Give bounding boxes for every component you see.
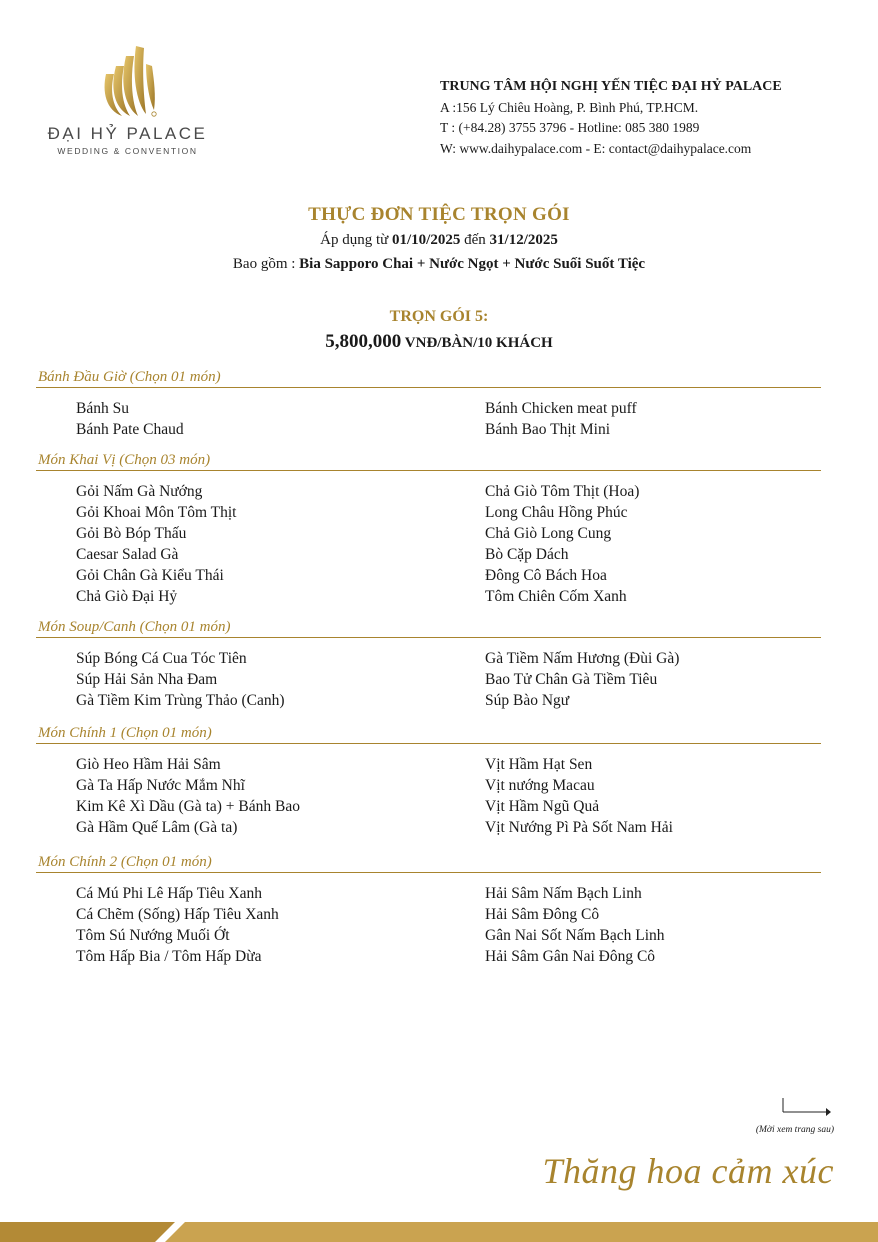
section-items [36, 471, 821, 611]
menu-item: Vịt Nướng Pì Pà Sốt Nam Hải [485, 819, 673, 836]
menu-item: Hải Sâm Gân Nai Đông Cô [485, 948, 656, 965]
menu-item: Súp Hải Sản Nha Đam [76, 671, 218, 688]
menu-item: Bò Cặp Dách [485, 546, 569, 563]
menu-item: Gỏi Nấm Gà Nướng [76, 483, 203, 500]
menu-item: Gỏi Bò Bóp Thấu [76, 525, 187, 542]
section-title: Món Khai Vị (Chọn 03 món) [36, 450, 821, 471]
menu-item: Gân Nai Sốt Nấm Bạch Linh [485, 927, 665, 944]
footer-decor-bar [0, 1222, 878, 1242]
menu-item: Vịt Hầm Hạt Sen [485, 756, 593, 773]
arrow-right-icon [782, 1096, 832, 1118]
menu-item: Giò Heo Hầm Hải Sâm [76, 756, 221, 773]
contact-block [440, 77, 782, 159]
section-title: Món Chính 2 (Chọn 01 món) [36, 852, 821, 873]
section-title: Món Chính 1 (Chọn 01 món) [36, 723, 821, 744]
section-items [36, 388, 821, 444]
company-name: TRUNG TÂM HỘI NGHỊ YẾN TIỆC ĐẠI HỶ PALACE [440, 79, 782, 94]
menu-item: Gà Tiềm Nấm Hương (Đùi Gà) [485, 650, 680, 667]
section-title: Món Soup/Canh (Chọn 01 món) [36, 617, 821, 638]
menu-item: Hải Sâm Nấm Bạch Linh [485, 885, 642, 902]
menu-item: Súp Bào Ngư [485, 692, 570, 709]
menu-item: Caesar Salad Gà [76, 546, 179, 563]
company-address: A :156 Lý Chiêu Hoàng, P. Bình Phú, TP.HCM. [440, 99, 699, 115]
menu-item: Súp Bóng Cá Cua Tóc Tiên [76, 650, 247, 667]
menu-item: Bánh Pate Chaud [76, 421, 184, 438]
menu-item: Tôm Chiên Cốm Xanh [485, 588, 627, 605]
brand-logo [40, 44, 215, 156]
menu-item: Gà Tiềm Kim Trùng Thảo (Canh) [76, 692, 285, 709]
menu-section [36, 450, 821, 611]
menu-item: Đông Cô Bách Hoa [485, 567, 607, 584]
menu-title: THỰC ĐƠN TIỆC TRỌN GÓI [308, 204, 570, 225]
menu-item: Gà Hầm Quế Lâm (Gà ta) [76, 819, 238, 836]
next-page-note: (Mời xem trang sau) [755, 1125, 834, 1135]
menu-item: Bánh Bao Thịt Mini [485, 421, 611, 438]
package-price [0, 331, 878, 353]
slogan: Thăng hoa cảm xúc [542, 1151, 834, 1191]
apply-prefix: Áp dụng từ [320, 232, 393, 248]
menu-item: Kim Kê Xì Dầu (Gà ta) + Bánh Bao [76, 798, 300, 815]
menu-item: Long Châu Hồng Phúc [485, 504, 628, 521]
brand-tagline: WEDDING & CONVENTION [57, 146, 198, 156]
menu-item: Gà Ta Hấp Nước Mắm Nhĩ [76, 777, 245, 794]
apply-mid: đến [460, 232, 490, 248]
menu-section [36, 617, 821, 715]
menu-item: Cá Mú Phi Lê Hấp Tiêu Xanh [76, 885, 262, 902]
menu-item: Tôm Hấp Bia / Tôm Hấp Dừa [76, 948, 262, 965]
date-to: 31/12/2025 [489, 232, 558, 248]
menu-item: Cá Chẽm (Sống) Hấp Tiêu Xanh [76, 906, 279, 923]
company-phone: T : (+84.28) 3755 3796 - Hotline: 085 380 1989 [440, 120, 700, 135]
date-from: 01/10/2025 [392, 232, 461, 248]
menu-item: Vịt Hầm Ngũ Quả [485, 798, 600, 815]
palace-logo-icon [96, 44, 160, 120]
menu-item: Bánh Chicken meat puff [485, 400, 637, 417]
menu-section [36, 852, 821, 971]
price-unit: VNĐ/BÀN/10 KHÁCH [401, 335, 553, 351]
brand-name: ĐẠI HỶ PALACE [47, 124, 208, 143]
include-prefix: Bao gồm : [232, 256, 300, 272]
apply-dates [0, 232, 878, 249]
price-value: 5,800,000 [325, 331, 402, 352]
include-items: Bia Sapporo Chai + Nước Ngọt + Nước Suối Suốt Tiệc [299, 256, 646, 272]
menu-section [36, 367, 821, 444]
company-web: W: www.daihypalace.com - E: contact@daihypalace.com [440, 140, 752, 156]
section-title: Bánh Đầu Giờ (Chọn 01 món) [36, 367, 821, 388]
package-name: TRỌN GÓI 5: [389, 308, 489, 325]
menu-item: Gỏi Chân Gà Kiểu Thái [76, 567, 224, 584]
menu-item: Chả Giò Đại Hỷ [76, 588, 178, 605]
section-items [36, 873, 821, 971]
section-items [36, 744, 821, 842]
menu-item: Chả Giò Long Cung [485, 525, 612, 542]
menu-item: Vịt nướng Macau [485, 777, 595, 794]
menu-item: Hải Sâm Đông Cô [485, 906, 600, 923]
menu-section [36, 723, 821, 842]
menu-item: Chả Giò Tôm Thịt (Hoa) [485, 483, 640, 500]
menu-item: Gỏi Khoai Môn Tôm Thịt [76, 504, 237, 521]
menu-item: Bao Tử Chân Gà Tiềm Tiêu [485, 671, 658, 688]
menu-item: Bánh Su [76, 400, 129, 417]
section-items [36, 638, 821, 715]
includes-line [0, 256, 878, 273]
menu-item: Tôm Sú Nướng Muối Ớt [76, 927, 230, 944]
